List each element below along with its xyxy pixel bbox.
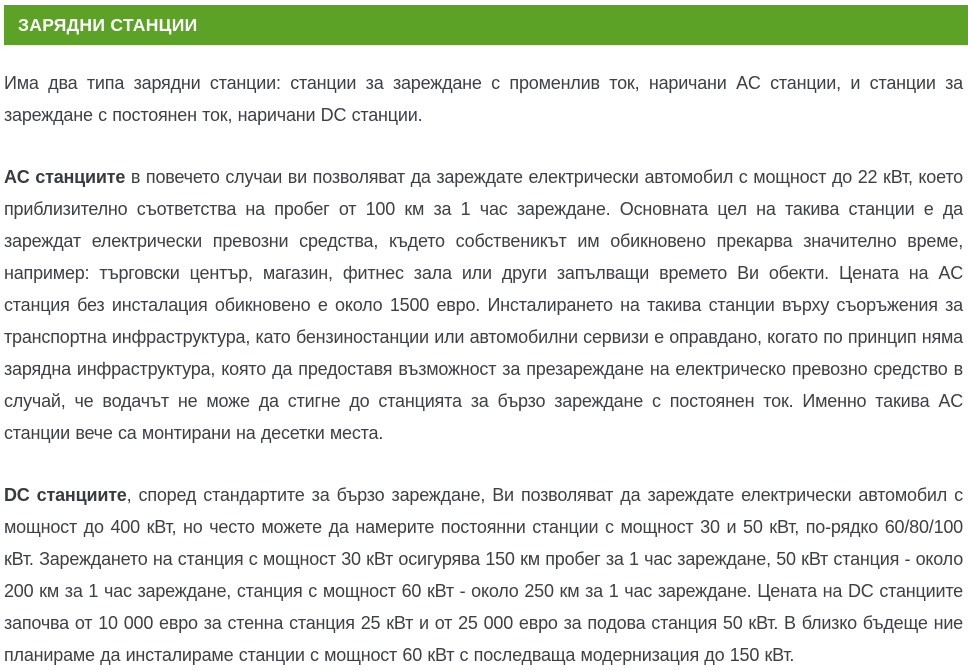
dc-stations-paragraph [4,479,963,671]
intro-paragraph [4,67,963,131]
ac-stations-paragraph [4,161,963,449]
section-title: ЗАРЯДНИ СТАНЦИИ [18,15,198,35]
ac-stations-paragraph-text: в повечето случаи ви позволяват да зареждате електрически автомобил с мощност до 22 кВт, което приблизително съответства на пробег от 100 км за 1 час зареждане. Основната цел на такива станции е да зареждат електрически превозни средства, където собственикът им обикновено прекарва значително време, например: търговски център, магазин, фитнес зала или други запълващи времето Ви обекти. Цената на AC станция без инсталация обикновено е около 1500 евро. Инсталирането на такива станции върху съоръжения за транспортна инфраструктура, като бензиностанции или автомобилни сервизи е оправдано, когато по принцип няма зарядна инфраструктура, която да предоставя възможност за презареждане на електрическо превозно средство в случай, че водачът не може да стигне до станцията за бързо зареждане с постоянен ток. Именно такива AC станции вече са монтирани на десетки места. [4,167,963,443]
dc-stations-paragraph-text: , според стандартите за бързо зареждане, Ви позволяват да зареждате електрически автомобил с мощност до 400 кВт, но често можете да намерите постоянни станции с мощност 30 и 50 кВт, по-рядко 60/80/100 кВт. Зареждането на станция с мощност 30 кВт осигурява 150 км пробег за 1 час зареждане, 50 кВт станция - около 200 км за 1 час зареждане, станция с мощност 60 кВт - около 250 км за 1 час зареждане. Цената на DC станциите започва от 10 000 евро за стенна станция 25 кВт и от 25 000 евро за подова станция 50 кВт. В близко бъдеще ние планираме да инсталираме станции с мощност 60 кВт с последваща модернизация до 150 кВт. [4,485,963,665]
dc-stations-paragraph-lead: DC станциите [4,485,127,505]
section-header [4,5,968,45]
article-body [4,67,963,671]
intro-paragraph-text: Има два типа зарядни станции: станции за зареждане с променлив ток, наричани AC станции, и станции за зареждане с постоянен ток, наричани DC станции. [4,73,963,125]
ac-stations-paragraph-lead: AC станциите [4,167,126,187]
